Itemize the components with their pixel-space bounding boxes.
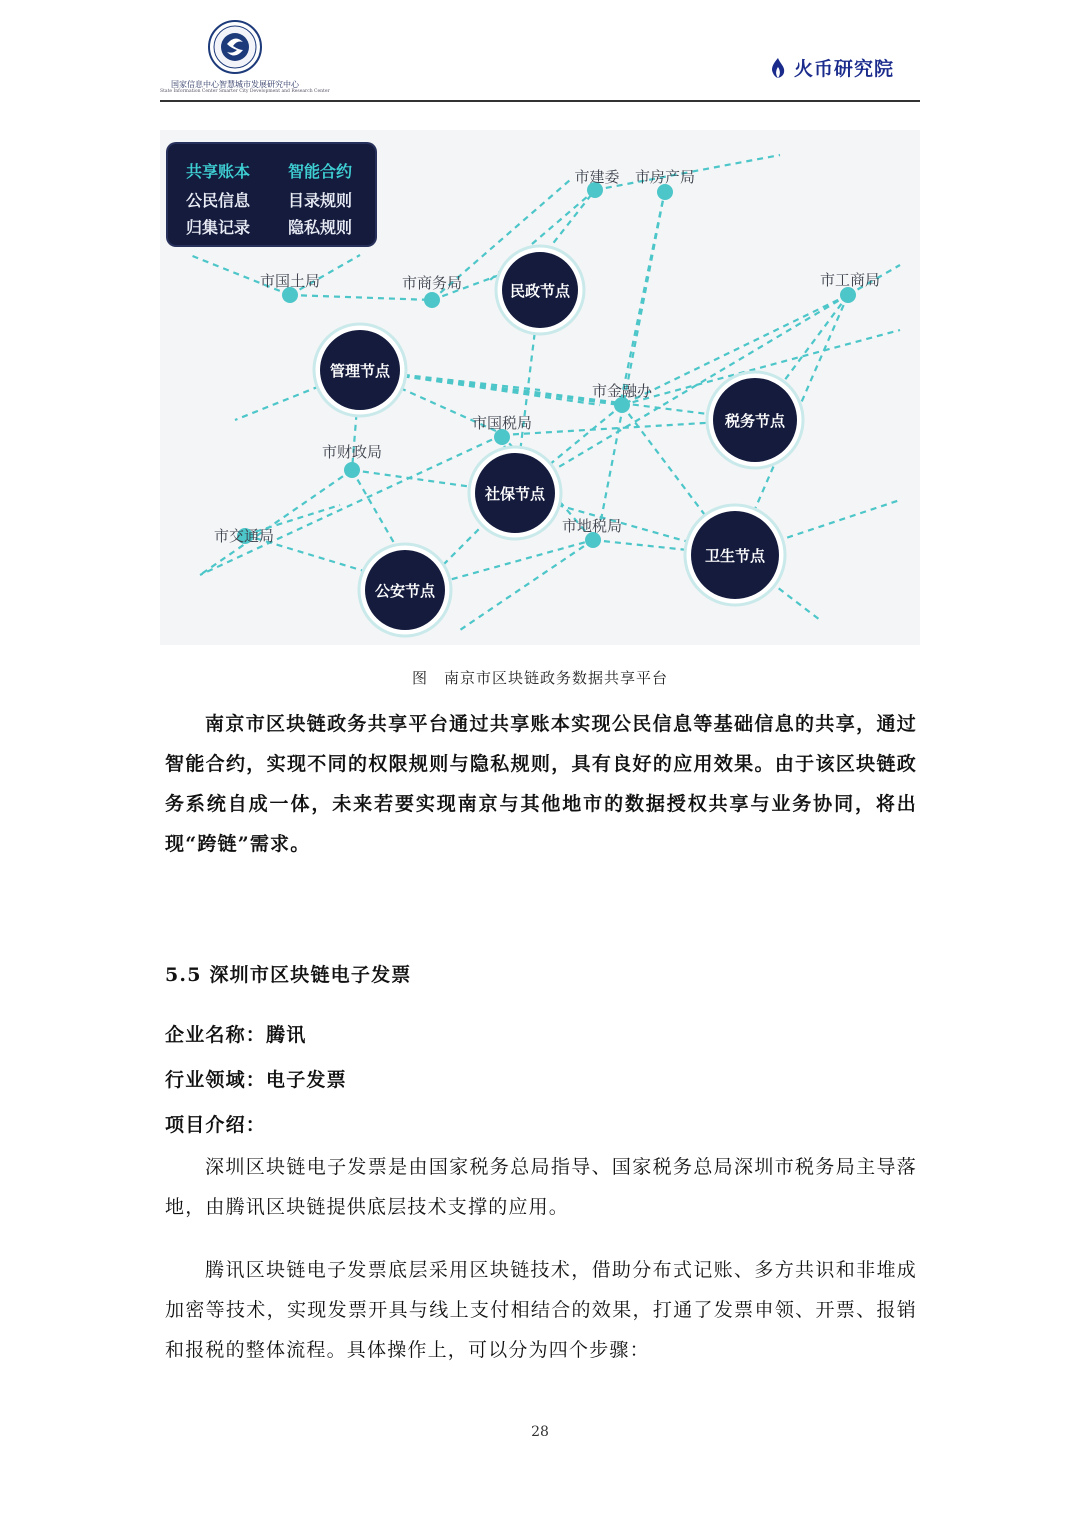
- legend-box: [168, 144, 375, 245]
- legend-privacy-rules: 隐私规则: [288, 218, 353, 237]
- station-label: 市国税局: [471, 414, 533, 432]
- dot-caizheng: [344, 462, 360, 478]
- legend-smart-contract: 智能合约: [288, 162, 353, 181]
- station-label: 市国土局: [259, 272, 321, 290]
- flame-icon: [768, 57, 788, 79]
- node-label: 民政节点: [509, 282, 571, 300]
- node-label: 社保节点: [484, 485, 546, 503]
- company-line: 企业名称：腾讯: [165, 1024, 307, 1046]
- intro-label: 项目介绍：: [165, 1114, 267, 1136]
- paragraph-intro: 深圳区块链电子发票是由国家税务总局指导、国家税务总局深圳市税务局主导落地，由腾讯区块链提供底层技术支撑的应用。: [165, 1156, 917, 1218]
- station-label: 市工商局: [819, 271, 881, 289]
- station-label: 市财政局: [321, 443, 383, 461]
- station-label: 市交通局: [213, 527, 275, 545]
- sic-logo: [160, 20, 330, 94]
- sic-emblem-icon: [215, 20, 255, 75]
- huobi-research-logo: [768, 54, 894, 81]
- node-label: 卫生节点: [704, 547, 766, 565]
- station-label: 市商务局: [401, 274, 463, 292]
- page-number: 28: [531, 1424, 549, 1440]
- org-name-en: State Information Center Smarter City Development and Research Center: [160, 89, 330, 94]
- dot-shangwu: [424, 292, 440, 308]
- hub-nodes: [314, 246, 803, 636]
- node-label: 管理节点: [329, 362, 391, 380]
- legend-catalog-rules: 目录规则: [288, 191, 353, 210]
- legend-citizen-info: 公民信息: [186, 191, 251, 210]
- node-label: 税务节点: [724, 412, 786, 430]
- legend-shared-ledger: 共享账本: [186, 162, 251, 181]
- section-heading: 5.5 深圳市区块链电子发票: [165, 964, 412, 986]
- station-label: 市建委: [574, 168, 620, 186]
- station-label: 市金融办: [591, 382, 653, 400]
- dot-gongshang: [840, 287, 856, 303]
- dot-fangchan: [657, 184, 673, 200]
- station-label: 市房产局: [634, 168, 696, 186]
- paragraph-nanjing: 南京市区块链政务共享平台通过共享账本实现公民信息等基础信息的共享，通过智能合约，实现不同的权限规则与隐私规则，具有良好的应用效果。由于该区块链政务系统自成一体，未来若要实现南京与其他地市的数据授权共享与业务协同，将出现“跨链”需求。: [165, 713, 917, 855]
- station-label: 市地税局: [561, 517, 623, 535]
- org-name-cn: 国家信息中心智慧城市发展研究中心: [171, 80, 299, 89]
- paragraph-technology: 腾讯区块链电子发票底层采用区块链技术，借助分布式记账、多方共识和非堆成加密等技术，实现发票开具与线上支付相结合的效果，打通了发票申领、开票、报销和报税的整体流程。具体操作上，可以分为四个步骤：: [165, 1259, 917, 1361]
- network-diagram: [160, 130, 920, 645]
- industry-line: 行业领域：电子发票: [165, 1069, 347, 1091]
- brand-name: 火币研究院: [793, 58, 894, 80]
- page-header: [160, 18, 920, 102]
- figure-caption: 图 南京市区块链政务数据共享平台: [411, 669, 668, 687]
- legend-collection-records: 归集记录: [186, 218, 251, 237]
- node-label: 公安节点: [374, 582, 436, 600]
